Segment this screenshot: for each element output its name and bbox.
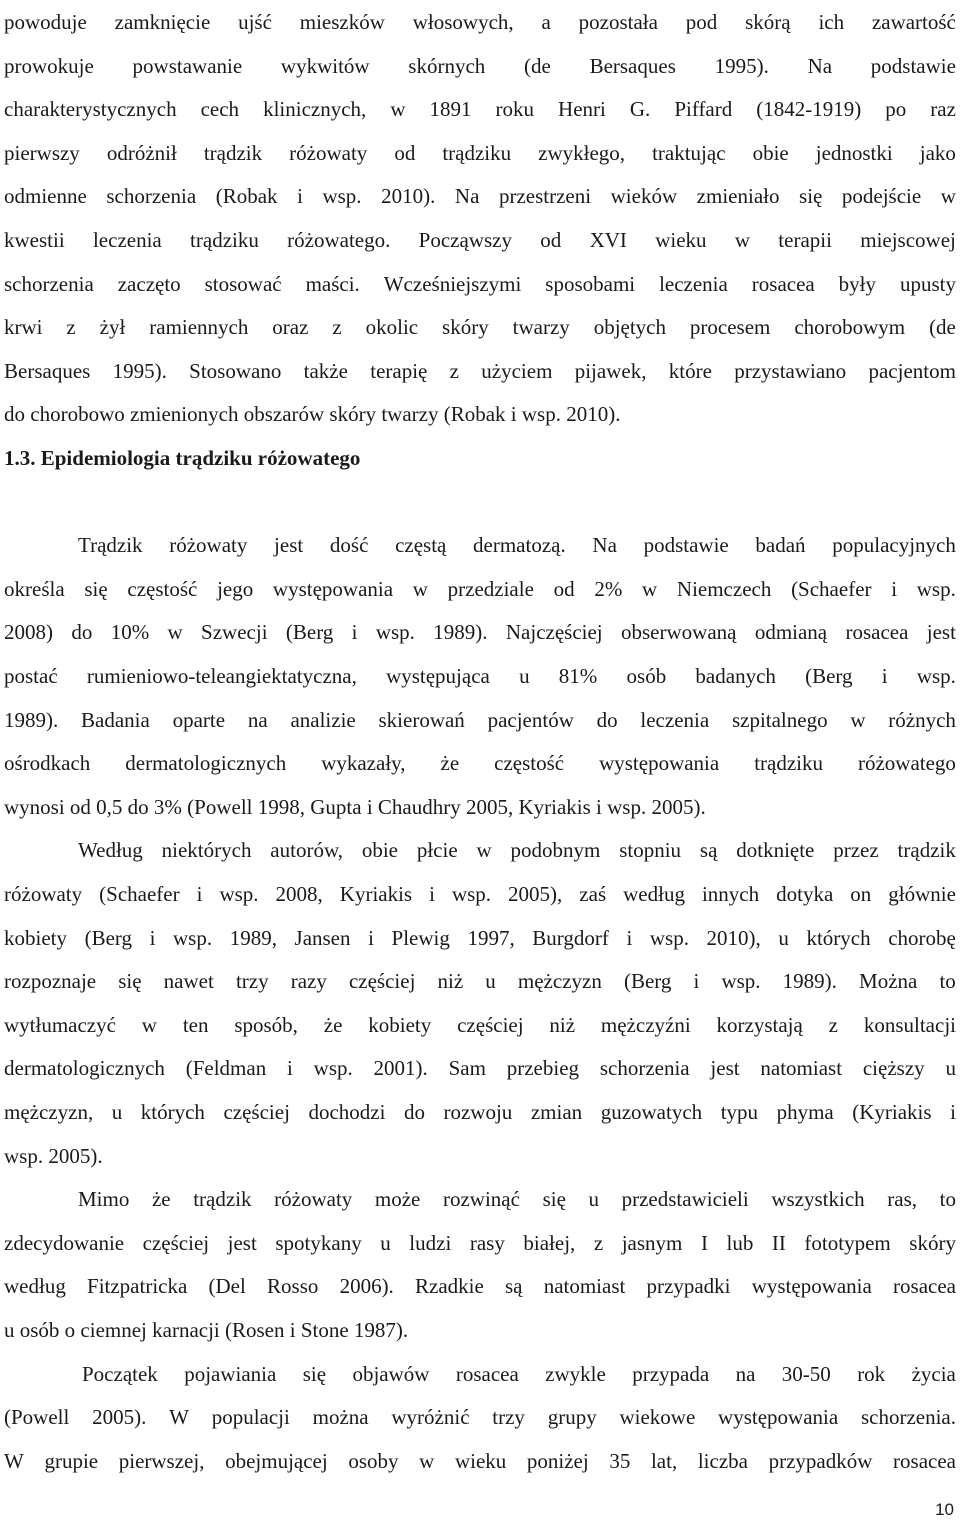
text-line: Według niektórych autorów, obie płcie w podobnym stopniu są dotknięte przez trądzik xyxy=(78,838,956,863)
text-line: Początek pojawiania się objawów rosacea zwykle przypada na 30-50 rok życia xyxy=(82,1361,956,1386)
text-line: Trądzik różowaty jest dość częstą dermatozą. Na podstawie badań populacyjnych xyxy=(78,533,956,558)
text-line: według Fitzpatricka (Del Rosso 2006). Rzadkie są natomiast przypadki występowania rosacea xyxy=(4,1274,956,1299)
text-line: wynosi od 0,5 do 3% (Powell 1998, Gupta i Chaudhry 2005, Kyriakis i wsp. 2005). xyxy=(4,794,706,819)
text-line: Mimo że trądzik różowaty może rozwinąć się u przedstawicieli wszystkich ras, to xyxy=(78,1187,956,1212)
text-line: Bersaques 1995). Stosowano także terapię z użyciem pijawek, które przystawiano pacjentom xyxy=(4,358,956,383)
text-line: 2008) do 10% w Szwecji (Berg i wsp. 1989). Najczęściej obserwowaną odmianą rosacea jest xyxy=(4,620,956,645)
text-line: schorzenia zaczęto stosować maści. Wcześniejszymi sposobami leczenia rosacea były upusty xyxy=(4,271,956,296)
text-line: kwestii leczenia trądziku różowatego. Począwszy od XVI wieku w terapii miejscowej xyxy=(4,228,956,252)
text-line: u osób o ciemnej karnacji (Rosen i Stone 1987). xyxy=(4,1318,409,1342)
text-line: wytłumaczyć w ten sposób, że kobiety częściej niż mężczyźni korzystają z konsultacji xyxy=(4,1012,956,1037)
text-line: postać rumieniowo-teleangiektatyczna, występująca u 81% osób badanych (Berg i wsp. xyxy=(4,664,956,688)
text-line: różowaty (Schaefer i wsp. 2008, Kyriakis i wsp. 2005), zaś według innych dotyka on głównie xyxy=(4,882,956,906)
text-line: 1989). Badania oparte na analizie skierowań pacjentów do leczenia szpitalnego w różnych xyxy=(4,707,956,732)
text-line: dermatologicznych (Feldman i wsp. 2001). Sam przebieg schorzenia jest natomiast cięższy u xyxy=(4,1056,956,1081)
text-line: kobiety (Berg i wsp. 1989, Jansen i Plewig 1997, Burgdorf i wsp. 2010), u których chorobę xyxy=(4,925,956,950)
text-line: określa się częstość jego występowania w przedziale od 2% w Niemczech (Schaefer i wsp. xyxy=(4,576,956,601)
text-line: krwi z żył ramiennych oraz z okolic skóry twarzy objętych procesem chorobowym (de xyxy=(4,315,956,340)
text-line: W grupie pierwszej, obejmującej osoby w wieku poniżej 35 lat, liczba przypadków rosacea xyxy=(4,1448,956,1473)
text-line: do chorobowo zmienionych obszarów skóry twarzy (Robak i wsp. 2010). xyxy=(4,402,621,427)
text-line: wsp. 2005). xyxy=(4,1143,103,1168)
text-line: prowokuje powstawanie wykwitów skórnych (de Bersaques 1995). Na podstawie xyxy=(4,53,956,78)
text-line: ośrodkach dermatologicznych wykazały, że częstość występowania trądziku różowatego xyxy=(4,751,956,776)
text-line: rozpoznaje się nawet trzy razy częściej niż u mężczyzn (Berg i wsp. 1989). Można to xyxy=(4,969,956,994)
page-number: 10 xyxy=(935,1500,954,1519)
text-line: charakterystycznych cech klinicznych, w 1891 roku Henri G. Piffard (1842-1919) po raz xyxy=(4,97,956,122)
text-line: powoduje zamknięcie ujść mieszków włosowych, a pozostała pod skórą ich zawartość xyxy=(4,10,956,34)
text-line: pierwszy odróżnił trądzik różowaty od trądziku zwykłego, traktując obie jednostki jako xyxy=(4,140,956,165)
text-line: zdecydowanie częściej jest spotykany u ludzi rasy białej, z jasnym I lub II fototypem skóry xyxy=(4,1230,956,1255)
section-heading: 1.3. Epidemiologia trądziku różowatego xyxy=(4,446,361,470)
text-line: odmienne schorzenia (Robak i wsp. 2010). Na przestrzeni wieków zmieniało się podejście w xyxy=(4,184,956,209)
text-line xyxy=(4,481,956,525)
text-line: (Powell 2005). W populacji można wyróżnić trzy grupy wiekowe występowania schorzenia. xyxy=(4,1405,956,1430)
text-line: mężczyzn, u których częściej dochodzi do rozwoju zmian guzowatych typu phyma (Kyriakis i xyxy=(4,1100,956,1124)
